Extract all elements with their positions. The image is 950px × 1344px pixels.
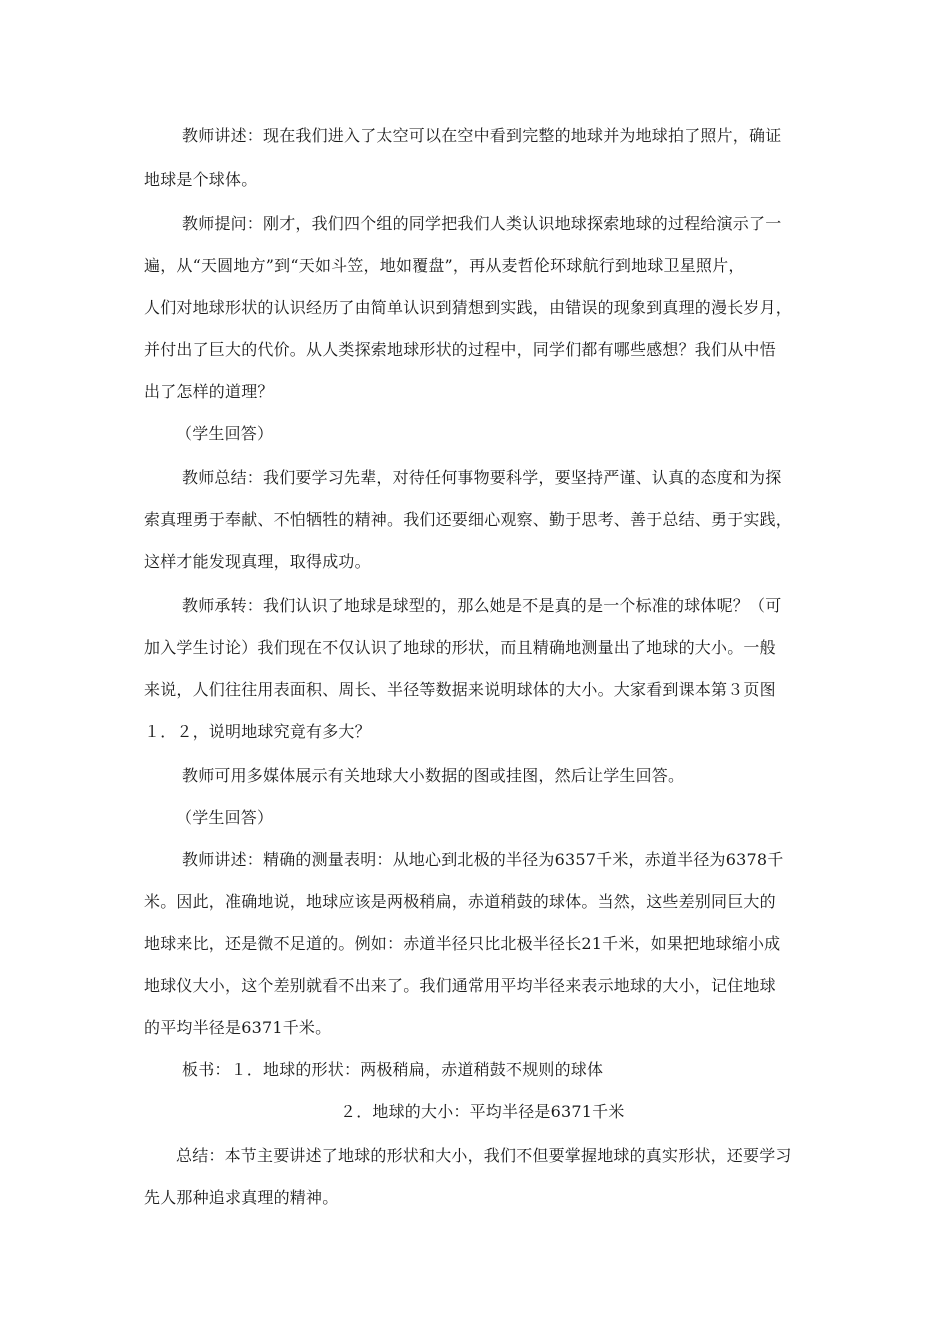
paragraph-line: 出了怎样的道理？ bbox=[144, 382, 274, 401]
paragraph-line: 来说，人们往往用表面积、周长、半径等数据来说明球体的大小。大家看到课本第３页图 bbox=[144, 680, 776, 699]
paragraph-line: 地球是个球体。 bbox=[144, 170, 258, 189]
paragraph-line: （学生回答） bbox=[176, 424, 274, 443]
paragraph-line: 教师讲述：现在我们进入了太空可以在空中看到完整的地球并为地球拍了照片，确证 bbox=[182, 126, 782, 145]
paragraph-line: 地球仪大小，这个差别就看不出来了。我们通常用平均半径来表示地球的大小，记住地球 bbox=[144, 976, 776, 995]
paragraph-line: １．２，说明地球究竟有多大？ bbox=[144, 722, 371, 741]
paragraph-line: 教师提问：刚才，我们四个组的同学把我们人类认识地球探索地球的过程给演示了一 bbox=[182, 214, 782, 233]
board-notes-line: 板书：１．地球的形状：两极稍扁，赤道稍鼓不规则的球体 bbox=[182, 1060, 604, 1079]
paragraph-line: 遍，从“天圆地方”到“天如斗笠，地如覆盘”，再从麦哲伦环球航行到地球卫星照片， bbox=[144, 256, 745, 275]
paragraph-line: 教师讲述：精确的测量表明：从地心到北极的半径为6357千米，赤道半径为6378千 bbox=[182, 850, 784, 869]
paragraph-line: 人们对地球形状的认识经历了由简单认识到猜想到实践，由错误的现象到真理的漫长岁月， bbox=[144, 298, 793, 317]
paragraph-line: 米。因此，准确地说，地球应该是两极稍扁，赤道稍鼓的球体。当然，这些差别同巨大的 bbox=[144, 892, 776, 911]
paragraph-line: （学生回答） bbox=[176, 808, 274, 827]
paragraph-line: 教师总结：我们要学习先辈，对待任何事物要科学，要坚持严谨、认真的态度和为探 bbox=[182, 468, 782, 487]
paragraph-line: 地球来比，还是微不足道的。例如：赤道半径只比北极半径长21千米，如果把地球缩小成 bbox=[144, 934, 781, 953]
board-notes-line: ２．地球的大小：平均半径是6371千米 bbox=[340, 1102, 625, 1121]
paragraph-line: 索真理勇于奉献、不怕牺牲的精神。我们还要细心观察、勤于思考、善于总结、勇于实践， bbox=[144, 510, 793, 529]
paragraph-line: 加入学生讨论）我们现在不仅认识了地球的形状，而且精确地测量出了地球的大小。一般 bbox=[144, 638, 776, 657]
paragraph-line: 并付出了巨大的代价。从人类探索地球形状的过程中，同学们都有哪些感想？我们从中悟 bbox=[144, 340, 776, 359]
paragraph-line: 教师承转：我们认识了地球是球型的，那么她是不是真的是一个标准的球体呢？（可 bbox=[182, 596, 782, 615]
paragraph-line: 教师可用多媒体展示有关地球大小数据的图或挂图，然后让学生回答。 bbox=[182, 766, 685, 785]
paragraph-line: 的平均半径是6371千米。 bbox=[144, 1018, 332, 1037]
paragraph-line: 这样才能发现真理，取得成功。 bbox=[144, 552, 371, 571]
summary-line: 总结：本节主要讲述了地球的形状和大小，我们不但要掌握地球的真实形状，还要学习 bbox=[176, 1146, 792, 1165]
summary-line: 先人那种追求真理的精神。 bbox=[144, 1188, 339, 1207]
